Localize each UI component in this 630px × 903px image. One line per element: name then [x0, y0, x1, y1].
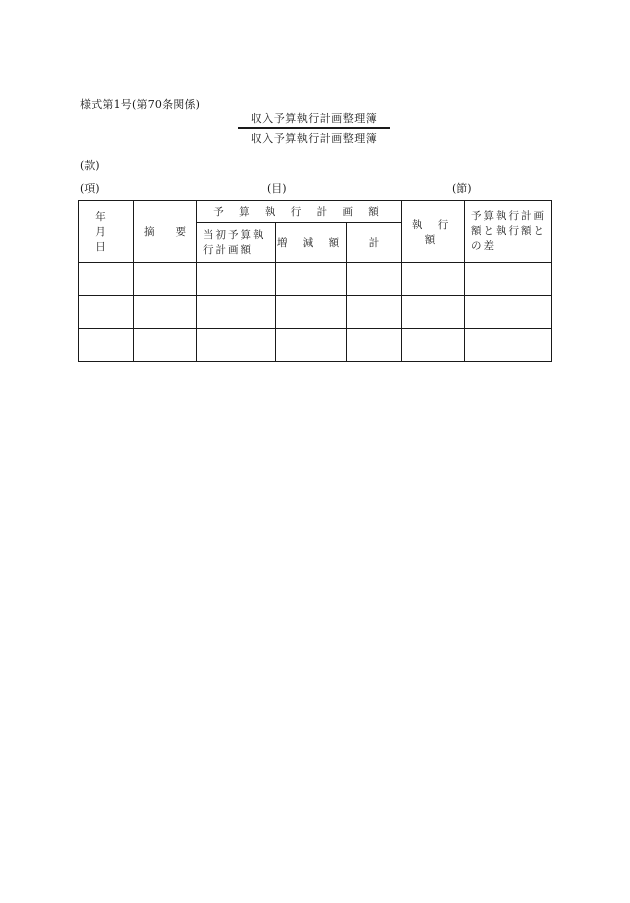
form-number: 様式第1号(第70条関係) [80, 98, 201, 111]
cell-difference [465, 296, 552, 329]
ledger-table [78, 200, 552, 362]
cell-date [79, 329, 134, 362]
header-budget-plan [197, 201, 402, 223]
header-difference-label: 予算執行計画額と執行額との差 [471, 210, 547, 252]
label-kou: (項) [80, 182, 100, 195]
page-subtitle: 収入予算執行計画整理簿 [250, 132, 378, 145]
cell-execution-amount [402, 263, 465, 296]
cell-total [347, 263, 402, 296]
title-double-underline [238, 127, 390, 128]
header-execution-amount [402, 201, 465, 263]
label-setsu: (節) [452, 182, 472, 195]
header-difference [465, 201, 552, 263]
cell-summary [134, 263, 197, 296]
cell-summary [134, 329, 197, 362]
header-row-top [79, 201, 552, 223]
cell-date [79, 296, 134, 329]
header-date-label: 年 月 日 [95, 211, 117, 253]
table-row [79, 263, 552, 296]
header-initial-budget-label: 当初予算執行計画額 [203, 228, 266, 256]
cell-execution-amount [402, 329, 465, 362]
header-summary-label: 摘 要 [144, 226, 186, 238]
header-increase-decrease [276, 223, 347, 263]
page-title: 収入予算執行計画整理簿 [238, 110, 390, 129]
header-date [79, 201, 134, 263]
table-row [79, 329, 552, 362]
header-total-label: 計 [368, 237, 380, 249]
label-kan: (款) [80, 159, 100, 172]
cell-increase-decrease [276, 329, 347, 362]
table-row [79, 296, 552, 329]
header-initial-budget [197, 223, 276, 263]
cell-difference [465, 329, 552, 362]
cell-initial-budget [197, 329, 276, 362]
header-execution-amount-label: 執 行 額 [411, 218, 455, 246]
cell-increase-decrease [276, 296, 347, 329]
cell-initial-budget [197, 296, 276, 329]
cell-increase-decrease [276, 263, 347, 296]
header-increase-decrease-label: 増 減 額 [276, 237, 346, 249]
cell-summary [134, 296, 197, 329]
header-budget-plan-label: 予 算 執 行 計 画 額 [213, 206, 385, 218]
cell-difference [465, 263, 552, 296]
header-summary [134, 201, 197, 263]
cell-initial-budget [197, 263, 276, 296]
header-total [347, 223, 402, 263]
cell-date [79, 263, 134, 296]
label-moku: (目) [267, 182, 287, 195]
cell-total [347, 329, 402, 362]
cell-total [347, 296, 402, 329]
cell-execution-amount [402, 296, 465, 329]
